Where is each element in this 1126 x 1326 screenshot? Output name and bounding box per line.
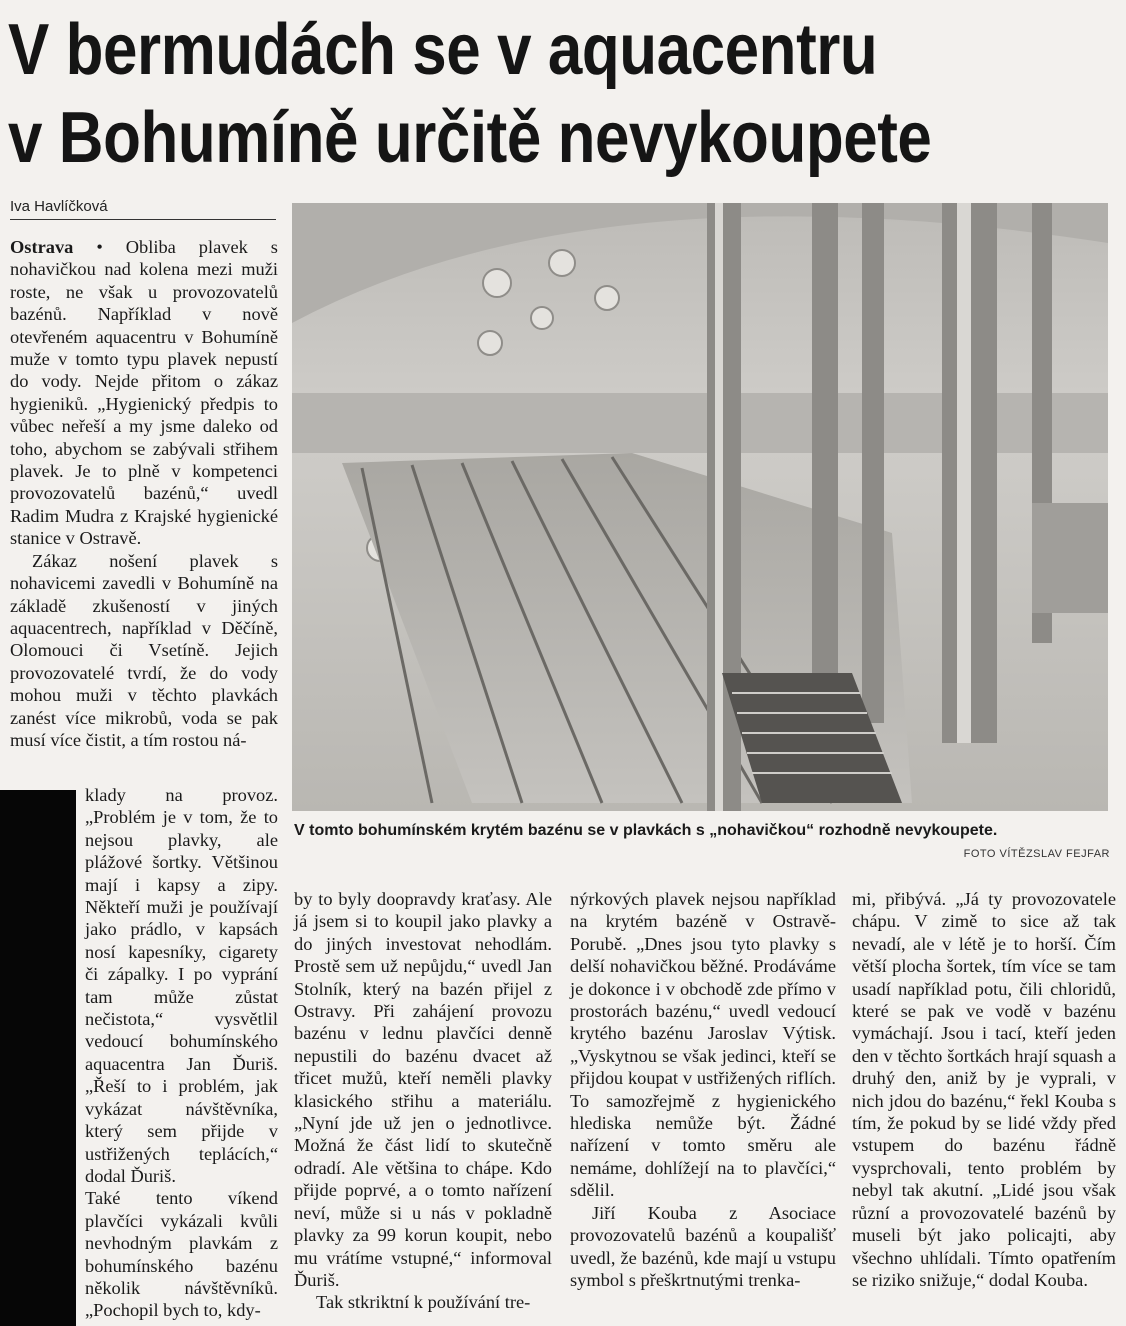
column-3-paragraph-2: Jiří Kouba z Asociace provozovatelů bazénů a koupališť uvedl, že bazénů, kde mají u vstupu symbol s přeškrtnutými trenka- <box>570 1202 836 1290</box>
lead-paragraph <box>10 236 278 550</box>
bullet-separator: • <box>96 237 103 257</box>
byline-author: Iva Havlíčková <box>10 198 276 220</box>
black-redaction-block <box>0 790 76 1326</box>
article-column-2 <box>294 888 552 1314</box>
paragraph-3: klady na provoz. „Problém je v tom, že to nejsou plavky, ale plážové šortky. Většinou mají i kapsy a zipy. Někteří muži je používají jako prádlo, v kapsách nosí kapesníky, cigarety či zápalky. I po vyprání tam může zůstat nečistota,“ vysvětlil vedoucí bohumínského aquacentra Jan Ďuriš. „Řeší to i problém, jak vykázat návštěvníka, který sem přijde v ustřižených teplácích,“ dodal Ďuriš. <box>85 785 278 1186</box>
column-4-paragraph-1: mi, přibývá. „Já ty provozovatele chápu. V zimě to sice až tak nevadí, ale v létě je to horší. Čím větší plocha šortek, tím více se tam usadí například potu, čili chloridů, které se pak ve vodě v bazénu vymáchají. Jsou i tací, kteří jeden den v těchto šortkách hrají squash a druhý den, aniž by je vyprali, v nich jdou do bazénu,“ řekl Kouba s tím, že pokud by se lidé vždy před vstupem do bazénu řádně vysprchovali, tento problém by nebyl tak akutní. „Lidé jsou však různí a provozovatelé bazénů by museli být jako policajti, aby všechno uhlídali. Tímto opatřením se riziko snižuje,“ dodal Kouba. <box>852 889 1116 1290</box>
article-column-3 <box>570 888 836 1291</box>
paragraph-4: Také tento víkend plavčíci vykázali kvůli nevhodným plavkám z bohumínského bazénu několik návštěvníků. „Pochopil bych to, kdy- <box>85 1188 278 1321</box>
column-3-paragraph-1: nýrkových plavek nejsou například na krytém bazéně v Ostravě-Porubě. „Dnes jsou tyto plavky s delší nohavičkou běžné. Prodáváme je dokonce i v obchodě zde přímo v prostorách bazénu,“ uvedl vedoucí krytého bazénu Jaroslav Výtisk. „Vyskytnou se však jedinci, kteří se přijdou koupat v ustřižených riflích. To samozřejmě z hygienického hlediska nemůže být. Žádné nařízení v tomto směru ale nemáme, dohlížejí na to plavčíci,“ sdělil. <box>570 889 836 1201</box>
headline-line-1: V bermudách se v aquacentru <box>8 10 878 90</box>
article-column-4 <box>852 888 1116 1291</box>
article-column-1 <box>10 236 278 751</box>
headline-line-2: v Bohumíně určitě nevykoupete <box>8 98 932 178</box>
photo-credit: FOTO VÍTĚZSLAV FEJFAR <box>963 848 1110 860</box>
column-2-paragraph-1: by to byly doopravdy kraťasy. Ale já jsem si to koupil jako plavky a do jiných investovat nehodlám. Prostě sem už nepůjdu,“ uvedl Jan Stolník, který na bazén přijel z Ostravy. Při zahájení provozu bazénu v lednu plavčíci denně nepustili do bazénu dvacet až třicet mužů, kteří neměli plavky klasického střihu a materiálu. „Nyní jde už jen o jednotlivce. Možná že část lidí to skutečně odradí. Ale většina to chápe. Kdo přijde poprvé, a o tomto nařízení neví, může si u nás v pokladně plavky za 99 korun koupit, nebo mu vrátíme vstupné,“ informoval Ďuriš. <box>294 889 552 1290</box>
lead-text: Obliba plavek s nohavičkou nad kolena mezi muži roste, ne však u provozovatelů bazénů. Například v nově otevřeném aquacentru v Bohumíně muže v tomto typu plavek nepustí do vody. Nejde přitom o zákaz hygieniků. „Hygienický předpis to vůbec neřeší a my jsme daleko od toho, abychom se zabývali střihem plavek. Je to plně v kompetenci provozovatelů bazénů,“ uvedl Radim Mudra z Krajské hygienické stanice v Ostravě. <box>10 237 278 549</box>
article-column-1-continued <box>85 784 278 1322</box>
column-2-paragraph-2: Tak stkriktní k používání tre- <box>316 1292 531 1313</box>
pool-photo-illustration <box>292 203 1108 811</box>
dateline: Ostrava <box>10 237 74 257</box>
headline <box>8 6 963 182</box>
aquacentre-pool-photo <box>292 203 1108 811</box>
photo-caption: V tomto bohumínském krytém bazénu se v plavkách s „nohavičkou“ rozhodně nevykoupete. <box>294 822 998 839</box>
paragraph-2: Zákaz nošení plavek s nohavicemi zavedli v Bohumíně na základě zkušeností v jiných aquacentrech, například v Děčíně, Olomouci či Vsetíně. Jejich provozovatelé tvrdí, že do vody mohou muži v těchto plavkách zanést více mikrobů, voda se pak musí více čistit, a tím rostou ná- <box>10 550 278 750</box>
